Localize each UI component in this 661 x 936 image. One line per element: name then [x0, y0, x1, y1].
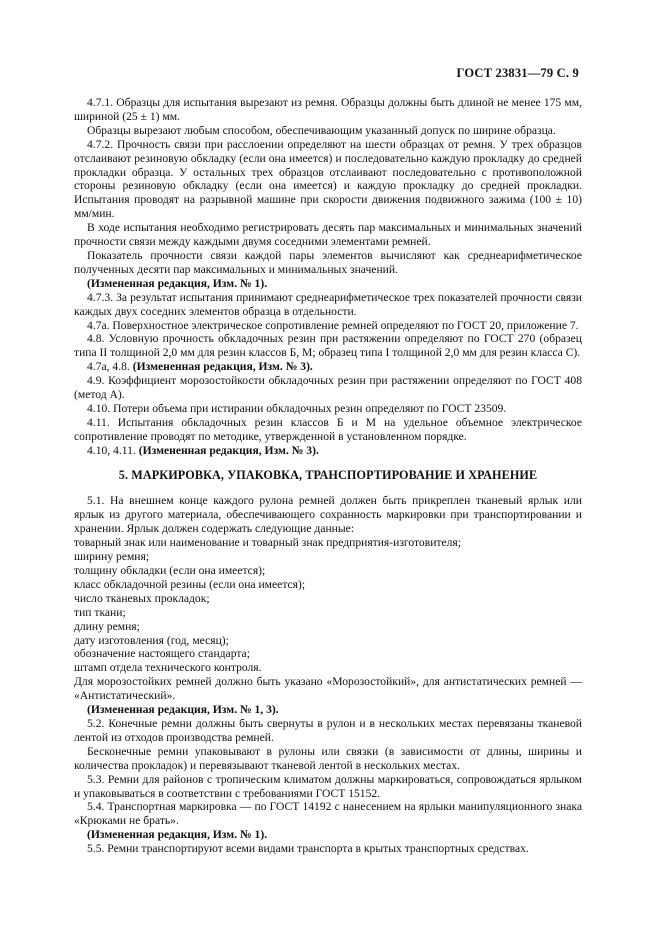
- list-item: толщину обкладки (если она имеется);: [74, 564, 266, 577]
- paragraph: 5.5. Ремни транспортируют всеми видами транспорта в крытых транспортных средствах.: [87, 842, 529, 856]
- amendment-note: (Измененная редакция, Изм. № 1).: [87, 828, 268, 842]
- amendment-note: (Измененная редакция, Изм. № 1).: [87, 276, 268, 290]
- list-item: штамп отдела технического контроля.: [74, 661, 262, 675]
- list-item: обозначение настоящего стандарта;: [74, 647, 250, 661]
- list-item: число тканевых прокладок;: [74, 591, 210, 605]
- paragraph: 5.4. Транспортная маркировка — по ГОСТ 14192 с нанесением на ярлыки манипуляционного знака «Крюками не брать».: [74, 800, 582, 828]
- amendment-label: (Измененная редакция, Изм. № 3).: [132, 360, 313, 374]
- paragraph: 4.7.1. Образцы для испытания вырезают из ремня. Образцы должны быть длиной не менее 175 мм, шириной (25 ± 1) мм.: [74, 96, 582, 123]
- list-item: тип ткани;: [74, 605, 126, 619]
- paragraph: Образцы вырезают любым способом, обеспечивающим указанный допуск по ширине образца.: [87, 123, 556, 137]
- label-data-list: [74, 536, 582, 675]
- amendment-label: (Измененная редакция, Изм. № 3).: [138, 443, 319, 457]
- document-body: [74, 96, 582, 856]
- page-header: ГОСТ 23831—79 С. 9: [456, 66, 579, 80]
- paragraph: 4.7.2. Прочность связи при расслоении определяют на шести образцах от ремня. У трех образцов отслаивают резиновую обкладку (если она имеется) и последовательно каждую прокладку до средней прокладки образца. У остальных трех образцов отслаивают последовательно с противоположной стороны резиновую обкладку (если она имеется) и каждую прокладку до средней прокладки. Испытания проводят на разрывной машине при скорости движения подвижного зажима (100 ± 10) мм/мин.: [74, 137, 582, 221]
- list-item: длину ремня;: [74, 619, 140, 633]
- list-item: дату изготовления (год, месяц);: [74, 633, 229, 647]
- paragraph: 4.10. Потери объема при истирании обкладочных резин определяют по ГОСТ 23509.: [87, 401, 507, 415]
- paragraph: Показатель прочности связи каждой пары элементов вычисляют как среднеарифметическое полученных десяти пар максимальных и минимальных значений.: [74, 248, 582, 276]
- section-5-text: [74, 675, 582, 856]
- paragraph: Для морозостойких ремней должно быть указано «Морозостойкий», для антистатических ремней — «Антистатический».: [74, 675, 582, 703]
- paragraph: В ходе испытания необходимо регистрировать десять пар максимальных и минимальных значений прочности связи между каждыми двумя соседними элементами ремней.: [74, 221, 582, 249]
- paragraph: 4.7.3. За результат испытания принимают среднеарифметическое трех показателей прочности связи каждых двух соседних элементов образца в отдельности.: [74, 290, 582, 318]
- list-item: ширину ремня;: [74, 550, 150, 564]
- amendment-clauses: 4.10, 4.11.: [87, 443, 139, 457]
- paragraph: 4.9. Коэффициент морозостойкости обкладочных резин при растяжении определяют по ГОСТ 408 (метод А).: [74, 374, 582, 402]
- section-4-text: [74, 96, 582, 458]
- paragraph: Бесконечные ремни упаковывают в рулоны или связки (в зависимости от длины, ширины и количества прокладок) и перевязывают тканевой лентой в нескольких местах.: [74, 744, 582, 772]
- section-5-title: 5. МАРКИРОВКА, УПАКОВКА, ТРАНСПОРТИРОВАНИЕ И ХРАНЕНИЕ: [118, 467, 538, 482]
- amendment-note: [74, 444, 582, 458]
- paragraph: 4.7а. Поверхностное электрическое сопротивление ремней определяют по ГОСТ 20, приложение 7.: [87, 318, 579, 332]
- amendment-clauses: 4.7а, 4.8.: [87, 360, 133, 374]
- paragraph: 5.3. Ремни для районов с тропическим климатом должны маркироваться, сопровождаться ярлыком и упаковываться в соответствии с требованиями ГОСТ 15152.: [74, 772, 582, 800]
- amendment-note: [74, 360, 582, 374]
- paragraph: 4.11. Испытания обкладочных резин классов Б и М на удельное объемное электрическое сопротивление проводят по методике, утвержденной в установленном порядке.: [74, 415, 582, 443]
- paragraph: 5.2. Конечные ремни должны быть свернуты в рулон и в нескольких местах перевязаны тканевой лентой из отходов производства ремней.: [74, 716, 582, 744]
- list-item: класс обкладочной резины (если она имеется);: [74, 577, 306, 591]
- paragraph: 4.8. Условную прочность обкладочных резин при растяжении определяют по ГОСТ 270 (образец типа II толщиной 2,0 мм для резин классов Б, М; образец типа I толщиной 2,0 мм для резин класса С).: [74, 332, 582, 360]
- section-5-intro: 5.1. На внешнем конце каждого рулона ремней должен быть прикреплен тканевый ярлык или ярлык из другого материала, обеспечивающего сохранность маркировки при транспортировании и хранении. Ярлык должен содержать следующие данные:: [74, 494, 582, 536]
- list-item: товарный знак или наименование и товарный знак предприятия-изготовителя;: [74, 536, 461, 550]
- amendment-note: (Измененная редакция, Изм. № 1, 3).: [87, 703, 279, 717]
